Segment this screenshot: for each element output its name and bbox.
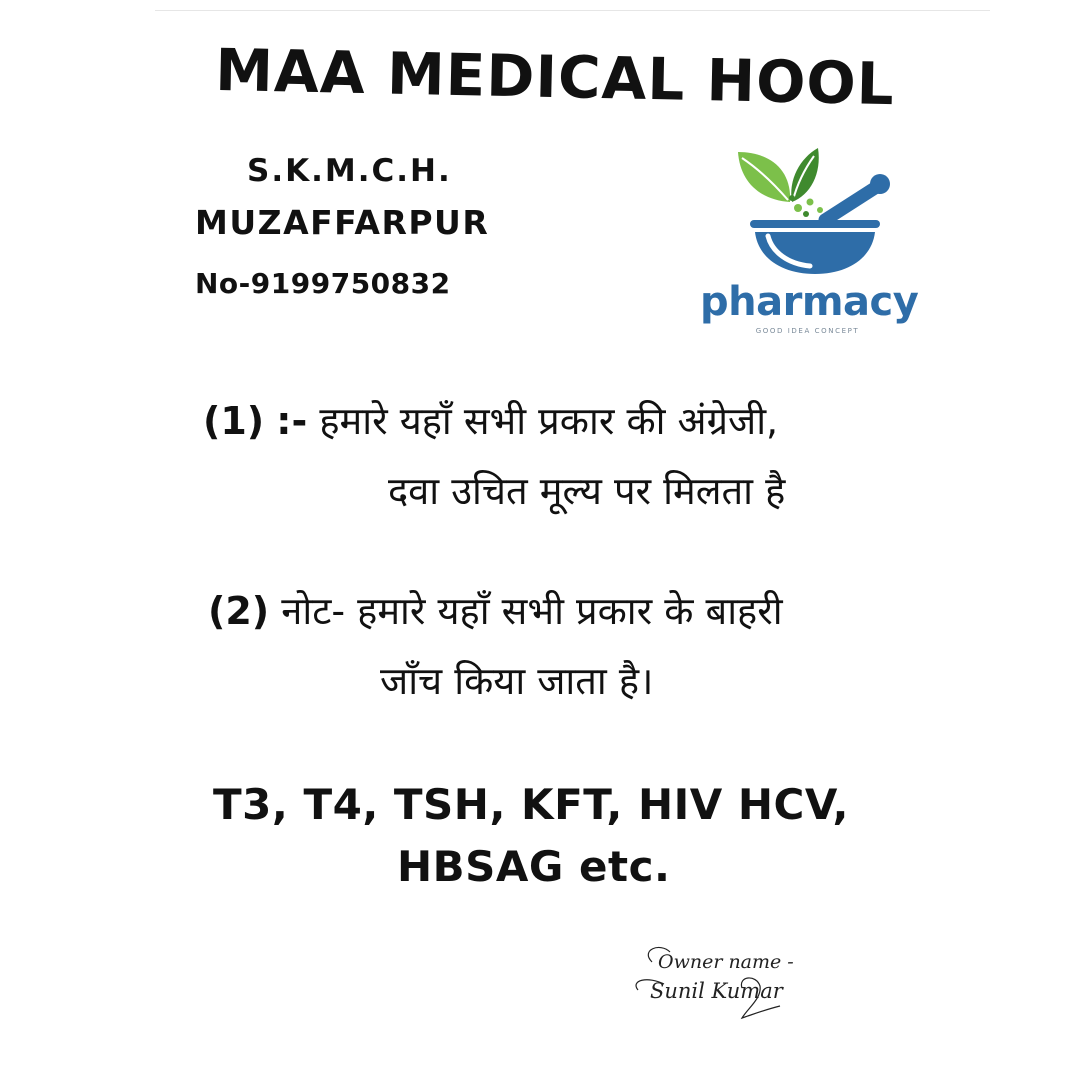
note-1-number: (1) [203,399,265,443]
note-2-number: (2) [208,589,270,633]
logo-tagline: GOOD IDEA CONCEPT [755,327,860,335]
top-divider [155,10,990,11]
note-2-line-2: जाँच किया जाता है। [380,659,654,703]
tests-line-2: HBSAG etc. [397,842,671,891]
signature-line-1: Owner name - [658,951,794,973]
address-line-2: MUZAFFARPUR [195,203,490,242]
tests-line-1: T3, T4, TSH, KFT, HIV HCV, [213,780,849,829]
mortar-pestle-leaf-icon [700,140,915,280]
note-1-text-1: हमारे यहाँ सभी प्रकार की अंग्रेजी, [319,399,779,443]
note-1-separator: :- [276,399,308,443]
address-line-1: S.K.M.C.H. [247,153,452,189]
note-1-line-1 [203,399,779,443]
signature-drawing [630,940,845,1025]
phone-number: No-9199750832 [195,267,451,300]
logo-wordmark: pharmacy [700,279,919,325]
pharmacy-logo [700,140,919,345]
note-2-text-1: नोट- हमारे यहाँ सभी प्रकार के बाहरी [281,589,783,633]
signature-line-2: Sunil Kumar [650,979,783,1003]
shop-title: MAA MEDICAL HOOL [214,35,896,119]
owner-signature [630,940,845,1025]
note-2-line-1 [208,589,783,633]
note-1-line-2: दवा उचित मूल्य पर मिलता है [388,469,786,513]
